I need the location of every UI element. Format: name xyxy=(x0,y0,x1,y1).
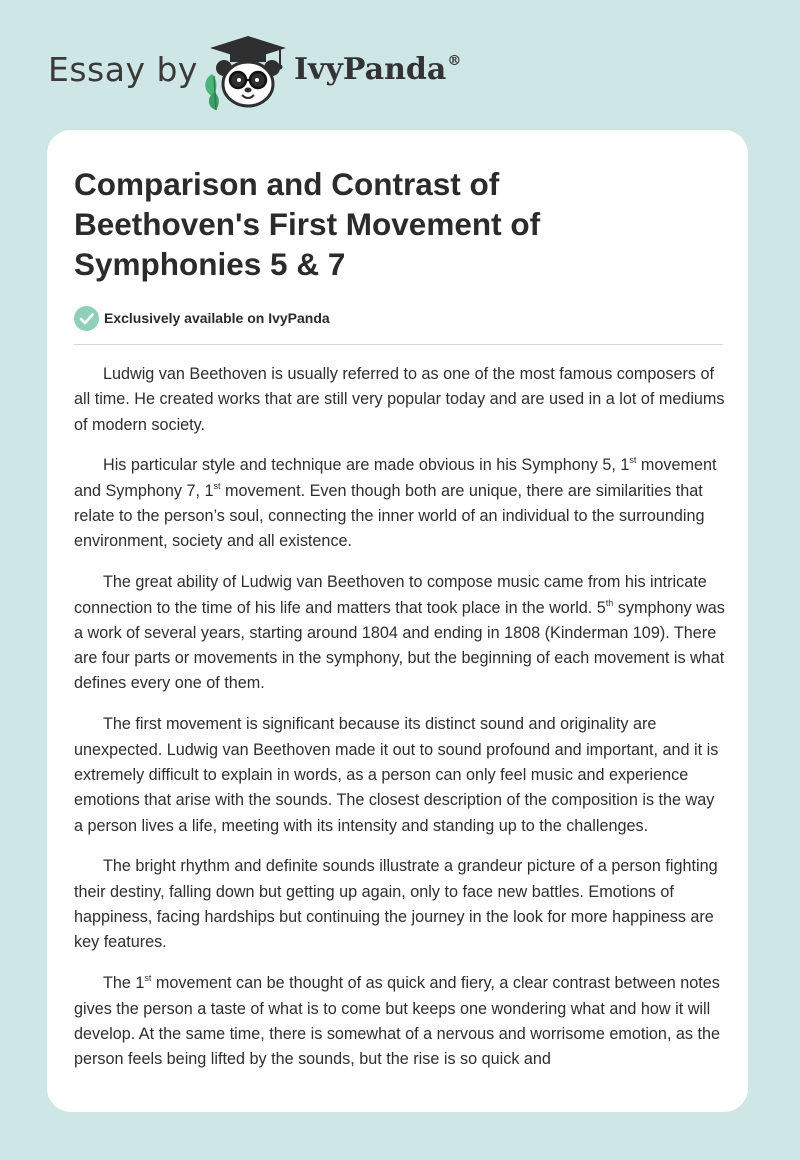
ordinal-superscript: st xyxy=(629,455,637,466)
essay-title: Comparison and Contrast of Beethoven's First Movement of Symphonies 5 & 7 xyxy=(74,166,541,282)
essay-card xyxy=(47,130,748,1112)
essay-paragraph xyxy=(74,570,726,696)
paragraph-text: The 1 xyxy=(103,974,145,993)
paragraph-text: The first movement is significant because its distinct sound and originality are unexpected. Ludwig van Beethoven made it out to sound profound and important, and it is extremely difficult to explain in words, as a person can only feel music and experience emotions that arise with the sounds. The closest description of the composition is the way a person lives a life, meeting with its intensity and standing up to the challenges. xyxy=(74,715,719,835)
brand-name: IvyPanda xyxy=(294,52,447,87)
essay-by-label: Essay by xyxy=(48,50,198,89)
paragraph-text: symphony was a work of several years, starting around 1804 and ending in 1808 (Kinderman 109). There are four parts or movements in the symphony, but the beginning of each movement is what defines every one of them. xyxy=(74,598,725,693)
ordinal-superscript: st xyxy=(213,480,221,491)
essay-body xyxy=(74,362,726,1088)
essay-paragraph xyxy=(74,453,726,554)
paragraph-text: The great ability of Ludwig van Beethoven to compose music came from his intricate connection to the time of his life and matters that took place in the world. 5 xyxy=(74,573,707,617)
ordinal-superscript: st xyxy=(144,973,152,984)
panda-graduate-icon xyxy=(200,34,296,110)
divider xyxy=(74,344,723,345)
brand-registered-mark: ® xyxy=(447,53,462,69)
exclusive-badge xyxy=(74,305,330,331)
exclusive-badge-text: Exclusively available on IvyPanda xyxy=(104,310,330,326)
essay-paragraph xyxy=(74,712,726,838)
paragraph-text: His particular style and technique are made obvious in his Symphony 5, 1 xyxy=(103,456,630,475)
paragraph-text: Ludwig van Beethoven is usually referred to as one of the most famous composers of all time. He created works that are still very popular today and are used in a lot of mediums of modern society. xyxy=(74,365,725,434)
essay-paragraph xyxy=(74,971,726,1072)
brand-logo-text[interactable] xyxy=(294,52,461,87)
paragraph-text: The bright rhythm and definite sounds illustrate a grandeur picture of a person fighting their destiny, falling down but getting up again, only to face new battles. Emotions of happiness, facing hardships but continuing the journey in the look for more happiness are key features. xyxy=(74,857,718,952)
paragraph-text: movement and Symphony 7, 1 xyxy=(74,456,717,500)
essay-paragraph xyxy=(74,854,726,955)
site-header xyxy=(48,34,508,114)
essay-paragraph xyxy=(74,362,726,438)
ordinal-superscript: th xyxy=(605,597,614,608)
check-circle-icon xyxy=(74,306,99,331)
paragraph-text: movement. Even though both are unique, there are similarities that relate to the person’s soul, connecting the inner world of an individual to the surrounding environment, society and all existence. xyxy=(74,481,705,551)
paragraph-text: movement can be thought of as quick and fiery, a clear contrast between notes gives the person a taste of what is to come but keeps one wondering what and how it will develop. At the same time, there is somewhat of a nervous and worrisome emotion, as the person feels being lifted by the sounds, but the rise is so quick and xyxy=(74,974,721,1069)
